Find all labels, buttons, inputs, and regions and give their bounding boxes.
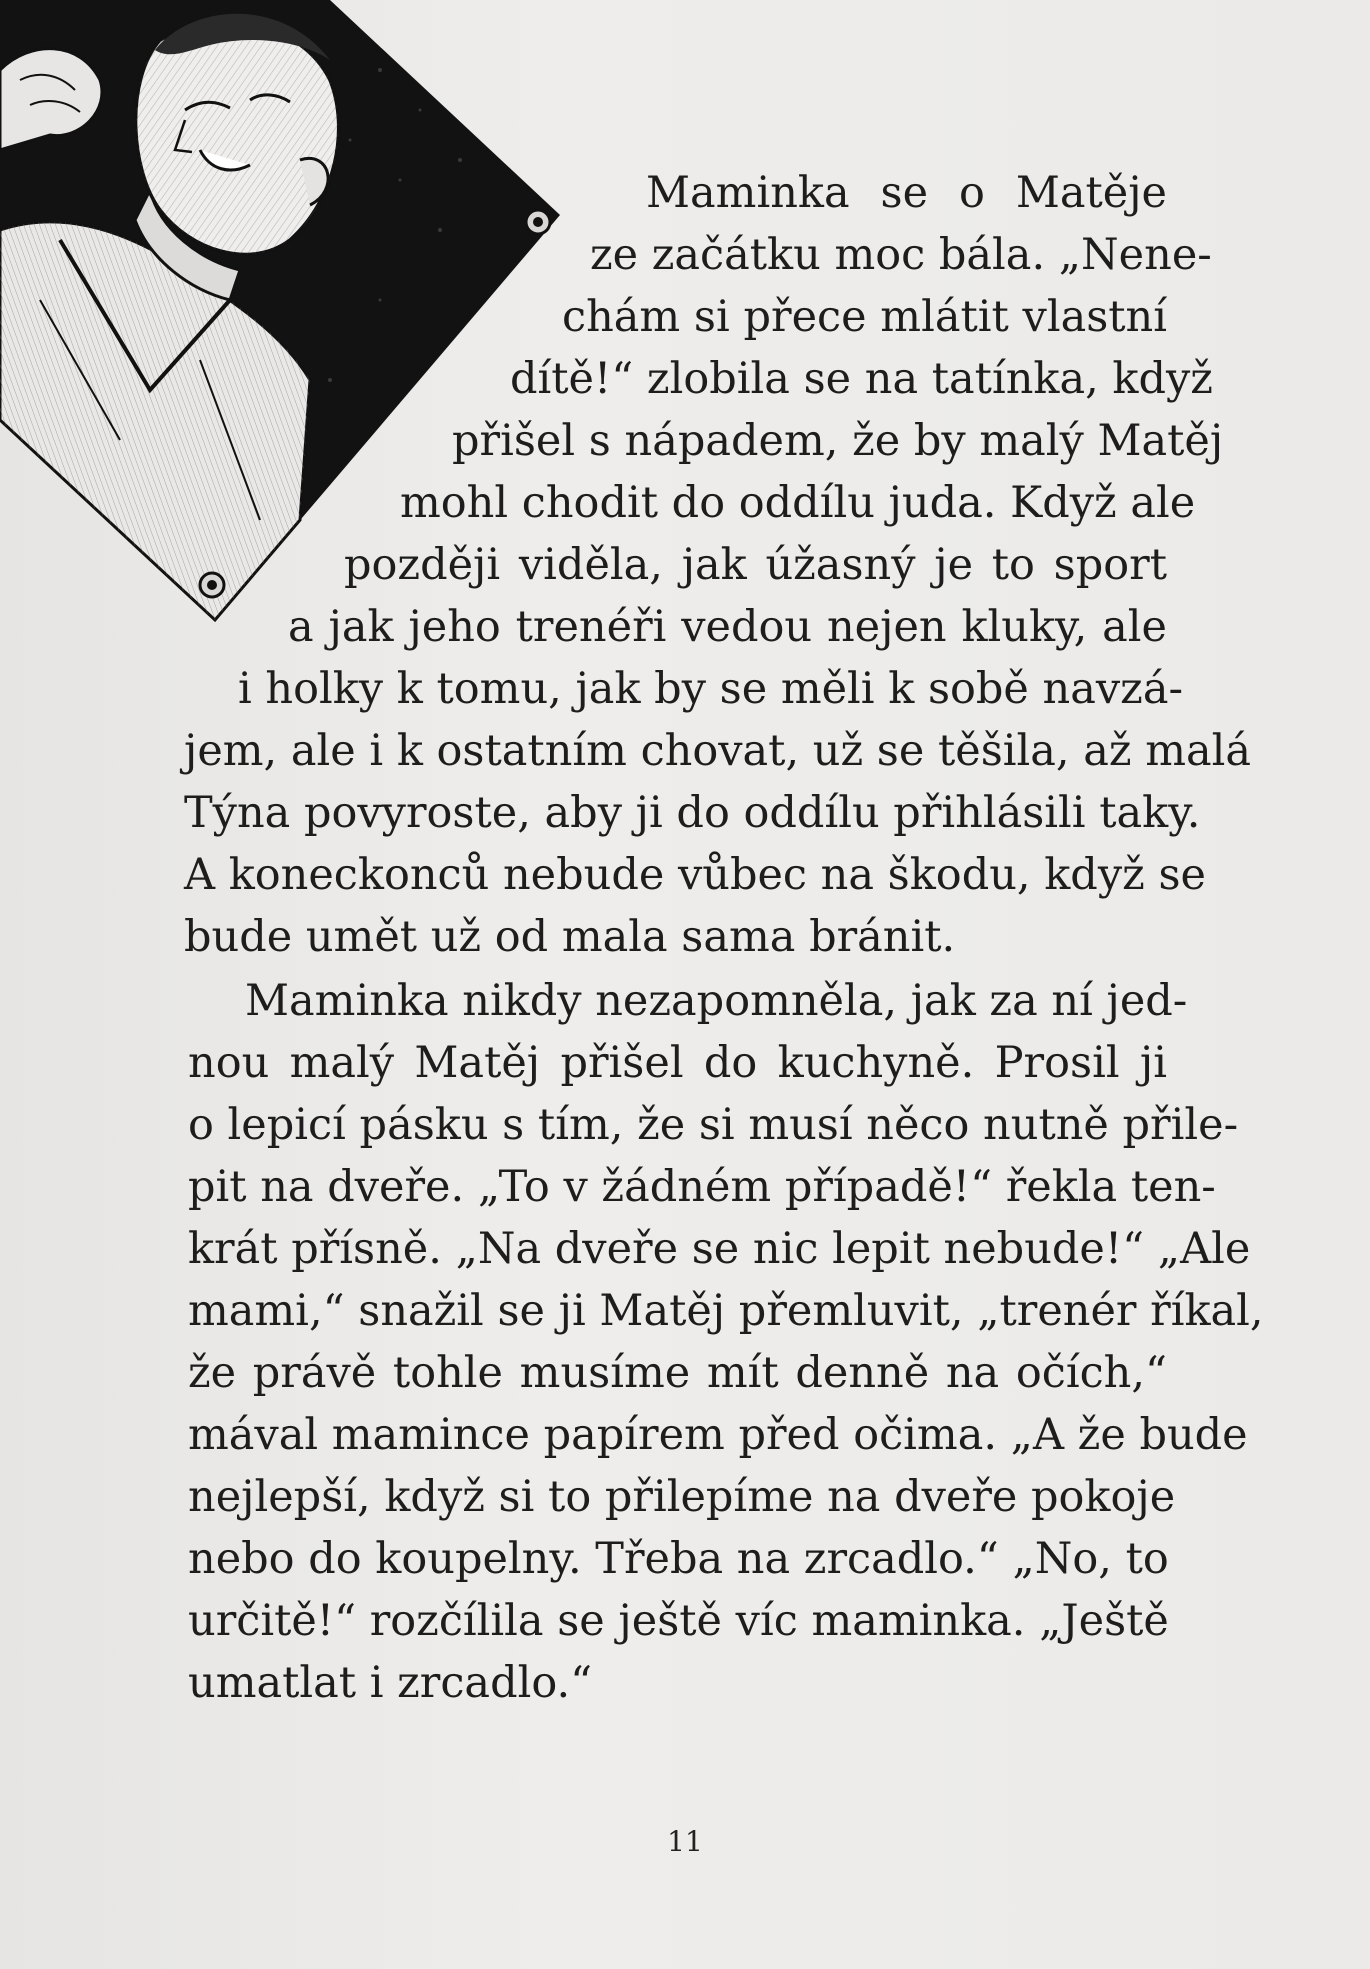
text-line: pit na dveře. „To v žádném případě!“ řekla ten-	[188, 1162, 1216, 1212]
text-line: o lepicí pásku s tím, že si musí něco nutně přile-	[188, 1100, 1239, 1150]
text-line: i holky k tomu, jak by se měli k sobě navzá-	[238, 664, 1183, 714]
text-line: Maminka se o Matěje	[646, 168, 1167, 218]
text-line: krát přísně. „Na dveře se nic lepit nebude!“ „Ale	[188, 1224, 1251, 1274]
text-line: ze začátku moc bála. „Nene-	[590, 230, 1212, 280]
text-line: chám si přece mlátit vlastní	[562, 292, 1167, 342]
text-line: že právě tohle musíme mít denně na očích,“	[188, 1348, 1167, 1398]
text-line: později viděla, jak úžasný je to sport	[344, 540, 1167, 590]
text-line: Maminka nikdy nezapomněla, jak za ní jed-	[245, 976, 1188, 1026]
text-line: umatlat i zrcadlo.“	[188, 1658, 593, 1708]
text-line: bude umět už od mala sama bránit.	[184, 912, 956, 962]
text-line: přišel s nápadem, že by malý Matěj	[452, 416, 1224, 466]
text-line: jem, ale i k ostatním chovat, už se těšila, až malá	[184, 726, 1252, 776]
page-number: 11	[667, 1825, 703, 1858]
text-line: určitě!“ rozčílila se ještě víc maminka. „Ještě	[188, 1596, 1169, 1646]
text-line: mami,“ snažil se ji Matěj přemluvit, „trenér říkal,	[188, 1286, 1264, 1336]
text-line: a jak jeho trenéři vedou nejen kluky, ale	[288, 602, 1167, 652]
text-line: nebo do koupelny. Třeba na zrcadlo.“ „No, to	[188, 1534, 1169, 1584]
text-line: nejlepší, když si to přilepíme na dveře pokoje	[188, 1472, 1176, 1522]
text-line: Týna povyroste, aby ji do oddílu přihlásili taky.	[184, 788, 1201, 838]
text-line: A koneckonců nebude vůbec na škodu, když se	[184, 850, 1206, 900]
text-line: mohl chodit do oddílu juda. Když ale	[400, 478, 1196, 528]
text-line: mával mamince papírem před očima. „A že bude	[188, 1410, 1248, 1460]
text-line: dítě!“ zlobila se na tatínka, když	[510, 354, 1213, 404]
text-line: nou malý Matěj přišel do kuchyně. Prosil ji	[188, 1038, 1167, 1088]
